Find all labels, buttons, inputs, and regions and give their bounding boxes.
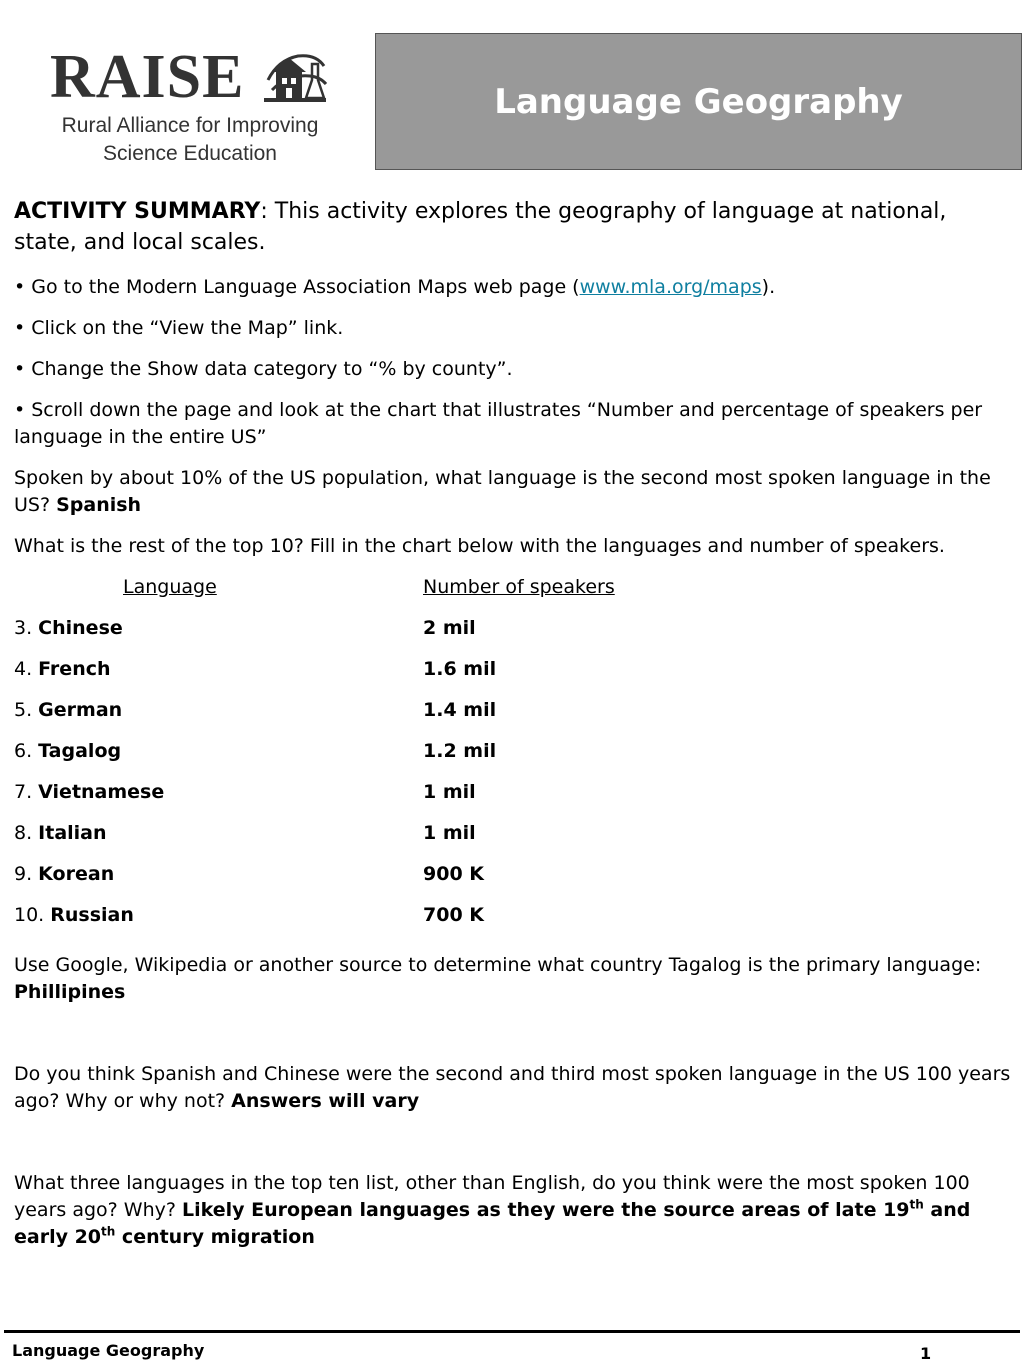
answer-sup-1: th: [909, 1197, 924, 1212]
row-number: 10.: [14, 904, 51, 926]
worksheet-body: [14, 196, 1012, 1251]
speakers-cell: 900 K: [423, 863, 484, 885]
question-4-answer: Answers will vary: [231, 1090, 420, 1112]
language-cell: [14, 779, 164, 806]
speakers-cell: 700 K: [423, 904, 484, 926]
mla-maps-link[interactable]: www.mla.org/maps: [579, 276, 762, 298]
row-number: 5.: [14, 699, 39, 721]
title-banner: [375, 33, 1022, 170]
speakers-cell: 1.6 mil: [423, 658, 497, 680]
question-3: [14, 952, 1012, 1006]
logo-subtitle: [30, 112, 350, 168]
language-cell: [14, 697, 122, 724]
question-5: [14, 1170, 1012, 1251]
question-2: What is the rest of the top 10? Fill in the chart below with the languages and number of speakers.: [14, 535, 945, 557]
language-cell: [14, 615, 123, 642]
footer-title: Language Geography: [12, 1341, 205, 1360]
row-number: 8.: [14, 822, 39, 844]
language-cell: [14, 656, 111, 683]
school-building-icon: [258, 40, 330, 108]
row-number: 3.: [14, 617, 39, 639]
language-table: [14, 574, 1012, 943]
summary-label: ACTIVITY SUMMARY: [14, 199, 261, 224]
question-4: [14, 1061, 1012, 1115]
footer-divider: [4, 1330, 1020, 1333]
header-language: Language: [123, 576, 217, 598]
language-name: Russian: [50, 904, 134, 926]
row-number: 9.: [14, 863, 39, 885]
speakers-cell: 1 mil: [423, 781, 476, 803]
question-1-answer: Spanish: [56, 494, 142, 516]
speakers-cell: 1.4 mil: [423, 699, 497, 721]
question-5-text: What three languages in the top ten list, other than English, do you think were the most spoken 100 years ago? Why?: [14, 1172, 970, 1221]
speakers-cell: 1.2 mil: [423, 740, 497, 762]
step-1-end: ).: [761, 276, 776, 298]
answer-part-c: century migration: [115, 1226, 315, 1248]
table-row: [14, 738, 1012, 779]
language-name: French: [38, 658, 111, 680]
page-title: Language Geography: [494, 81, 903, 122]
language-name: Italian: [38, 822, 107, 844]
table-header: [14, 574, 1012, 615]
speakers-cell: 2 mil: [423, 617, 476, 639]
question-1: [14, 465, 1012, 519]
row-number: 7.: [14, 781, 39, 803]
logo-subtitle-line1: Rural Alliance for Improving: [61, 114, 319, 137]
question-1-text: Spoken by about 10% of the US population, what language is the second most spoken language in the US?: [14, 467, 991, 516]
table-row: [14, 861, 1012, 902]
raise-logo: [30, 40, 350, 170]
page-number: 1: [920, 1344, 932, 1363]
language-name: Vietnamese: [38, 781, 165, 803]
answer-part-a: Likely European languages as they were the source areas of late 19: [181, 1199, 910, 1221]
step-4: • Scroll down the page and look at the chart that illustrates “Number and percentage of speakers per language in the entire US”: [14, 399, 983, 448]
language-name: German: [38, 699, 123, 721]
language-name: Korean: [38, 863, 115, 885]
language-name: Chinese: [38, 617, 123, 639]
language-cell: [14, 738, 121, 765]
language-cell: [14, 902, 134, 929]
summary-text: : This activity explores the geography of language at national, state, and local scales.: [14, 199, 947, 255]
answer-sup-2: th: [101, 1224, 116, 1239]
table-row: [14, 902, 1012, 943]
table-row: [14, 656, 1012, 697]
language-cell: [14, 861, 114, 888]
table-row: [14, 697, 1012, 738]
row-number: 6.: [14, 740, 39, 762]
speakers-cell: 1 mil: [423, 822, 476, 844]
table-row: [14, 779, 1012, 820]
question-3-text: Use Google, Wikipedia or another source to determine what country Tagalog is the primary language:: [14, 954, 982, 976]
question-4-text: Do you think Spanish and Chinese were the second and third most spoken language in the US 100 years ago? Why or why not?: [14, 1063, 1011, 1112]
language-cell: [14, 820, 107, 847]
step-2: • Click on the “View the Map” link.: [14, 317, 344, 339]
logo-subtitle-line2: Science Education: [103, 142, 277, 165]
logo-wordmark: RAISE: [50, 43, 245, 111]
table-row: [14, 615, 1012, 656]
step-1: [14, 274, 1012, 301]
header-speakers: Number of speakers: [423, 576, 615, 598]
step-3: • Change the Show data category to “% by county”.: [14, 358, 513, 380]
activity-summary: [14, 196, 1012, 258]
row-number: 4.: [14, 658, 39, 680]
question-3-answer: Phillipines: [14, 981, 126, 1003]
answer-part-b: and early 20: [14, 1199, 971, 1248]
language-name: Tagalog: [38, 740, 122, 762]
table-row: [14, 820, 1012, 861]
step-1-text: • Go to the Modern Language Association Maps web page (: [14, 276, 580, 298]
